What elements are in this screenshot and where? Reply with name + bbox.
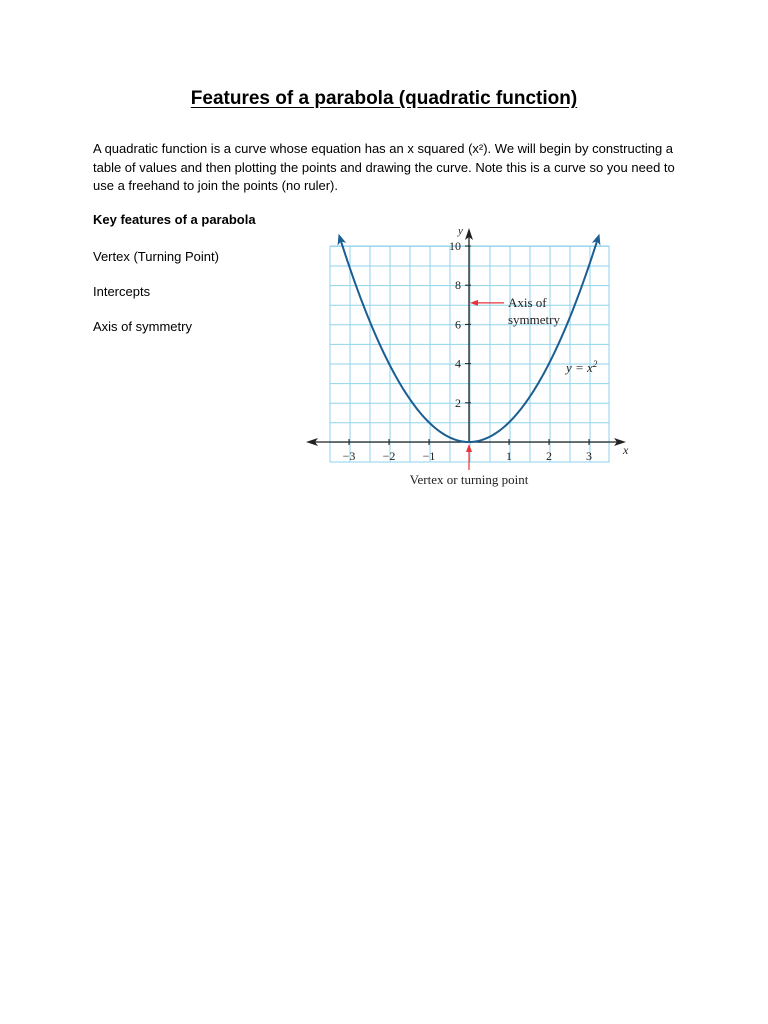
x-tick-label: −1 <box>422 449 436 463</box>
x-tick-label: 3 <box>586 449 592 463</box>
x-tick-label: 1 <box>506 449 512 463</box>
x-tick-label: −3 <box>342 449 356 463</box>
parabola-graph <box>300 222 640 494</box>
equation-label: $y = x^2$ <box>566 359 598 375</box>
y-tick-label: 6 <box>455 317 461 332</box>
page-title: Features of a parabola (quadratic function) <box>190 88 578 109</box>
intro-paragraph: A quadratic function is a curve whose equation has an x squared (x²). We will begin by constructing a table of values and then plotting the points and drawing the curve. Note this is a curve so you need to use a freehand to join the points (no ruler). <box>93 141 675 193</box>
key-features-heading: Key features of a parabola <box>93 212 256 227</box>
y-tick-label: 2 <box>455 395 461 410</box>
y-tick-label: 4 <box>455 356 461 371</box>
feature-vertex: Vertex (Turning Point) <box>93 249 219 264</box>
x-tick-label: −2 <box>382 449 396 463</box>
vertex-label: Vertex or turning point <box>409 472 529 487</box>
x-tick-label: 2 <box>546 449 552 463</box>
feature-intercepts: Intercepts <box>93 284 151 299</box>
y-tick-label: 10 <box>449 239 461 253</box>
x-axis-label: x <box>623 443 629 457</box>
y-tick-label: 8 <box>455 278 461 293</box>
feature-axis-of-symmetry: Axis of symmetry <box>93 319 192 334</box>
axis-of-symmetry-label-line1: Axis of <box>508 294 547 310</box>
axis-of-symmetry-label-line2: symmetry <box>508 311 560 327</box>
vertex-arrowhead <box>466 444 472 452</box>
axes <box>306 228 626 446</box>
equation-exponent: 2 <box>592 359 598 369</box>
y-axis-label: y <box>458 225 463 237</box>
